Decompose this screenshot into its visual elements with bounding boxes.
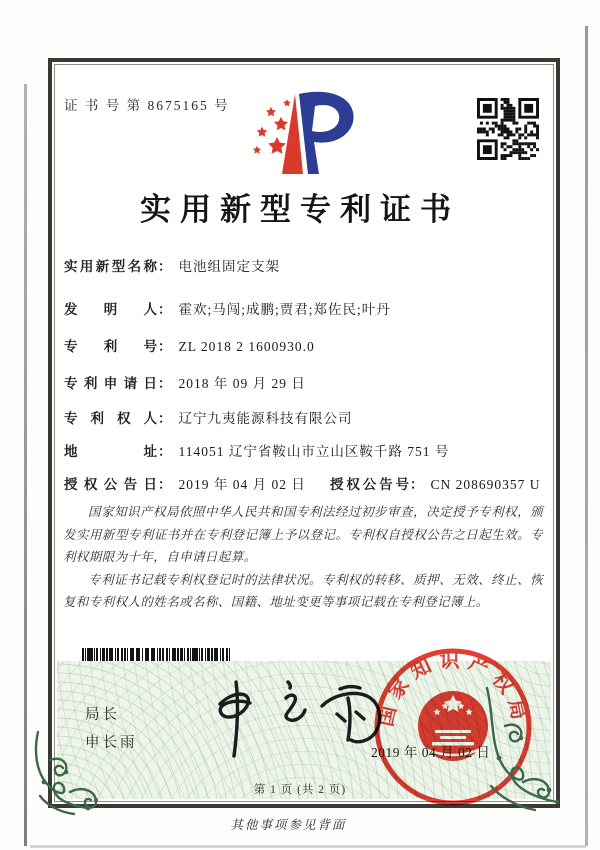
certificate-number: 证 书 号 第 8675165 号	[64, 98, 230, 113]
field-value: 114051 辽宁省鞍山市立山区鞍千路 751 号	[178, 444, 450, 459]
field-value: 2019 年 04 月 02 日	[178, 477, 306, 492]
field-value: 霍欢;马闯;成鹏;贾君;郑佐民;叶丹	[178, 302, 391, 317]
field-value: ZL 2018 2 1600930.0	[178, 339, 315, 354]
field-grant-number: 授权公告号： CN 208690357 U	[330, 473, 541, 493]
scan-edge-right	[585, 26, 588, 846]
field-label: 授权公告日	[64, 477, 158, 492]
legal-text	[63, 501, 543, 614]
field-label: 授权公告号	[330, 477, 410, 492]
seal-date: 2019 年 04 月 02 日	[371, 745, 491, 760]
page-number: 第 1 页 (共 2 页)	[253, 784, 347, 796]
field-label: 发明人	[64, 302, 158, 317]
field-label: 专利申请日	[64, 376, 158, 391]
director-name: 申长雨	[85, 735, 138, 751]
field-patentee: 专利权人： 辽宁九夷能源科技有限公司	[64, 407, 353, 427]
legal-paragraph-1: 国家知识产权局依照中华人民共和国专利法经过初步审查，决定授予专利权，颁发实用新型专利证书并在专利登记簿上予以登记。专利权自授权公告之日起生效。专利权期限为十年，自申请日起算。	[63, 505, 543, 564]
seal-text: 国家知识产权局	[374, 650, 532, 729]
field-address: 地址： 114051 辽宁省鞍山市立山区鞍千路 751 号	[64, 440, 449, 460]
field-grant-date: 授权公告日： 2019 年 04 月 02 日	[64, 473, 306, 493]
field-filing-date: 专利申请日： 2018 年 09 月 29 日	[64, 372, 306, 392]
cnipa-logo-icon	[235, 90, 365, 178]
corner-ornament-left	[30, 730, 125, 818]
barcode	[82, 648, 230, 661]
field-label: 专利号	[64, 339, 158, 354]
director-title: 局长	[85, 707, 120, 723]
legal-paragraph-2: 专利证书记载专利权登记时的法律状况。专利权的转移、质押、无效、终止、恢复和专利权人的姓名或名称、国籍、地址变更等事项记载在专利登记簿上。	[63, 572, 543, 609]
field-label: 专利权人	[64, 411, 158, 426]
field-value: CN 208690357 U	[430, 477, 541, 492]
back-side-note: 其他事项参见背面	[230, 818, 347, 832]
qr-code	[477, 98, 539, 160]
scan-edge-bottom	[30, 845, 586, 848]
field-name: 实用新型名称： 电池组固定支架	[64, 255, 280, 275]
field-value: 辽宁九夷能源科技有限公司	[178, 411, 353, 426]
field-patent-number: 专利号： ZL 2018 2 1600930.0	[64, 335, 315, 355]
field-label: 实用新型名称	[64, 259, 158, 274]
field-value: 2018 年 09 月 29 日	[178, 376, 306, 391]
field-label: 地址	[64, 444, 158, 459]
certificate-title: 实用新型专利证书	[140, 192, 460, 227]
field-value: 电池组固定支架	[178, 259, 280, 274]
field-inventors: 发明人： 霍欢;马闯;成鹏;贾君;郑佐民;叶丹	[64, 298, 391, 318]
